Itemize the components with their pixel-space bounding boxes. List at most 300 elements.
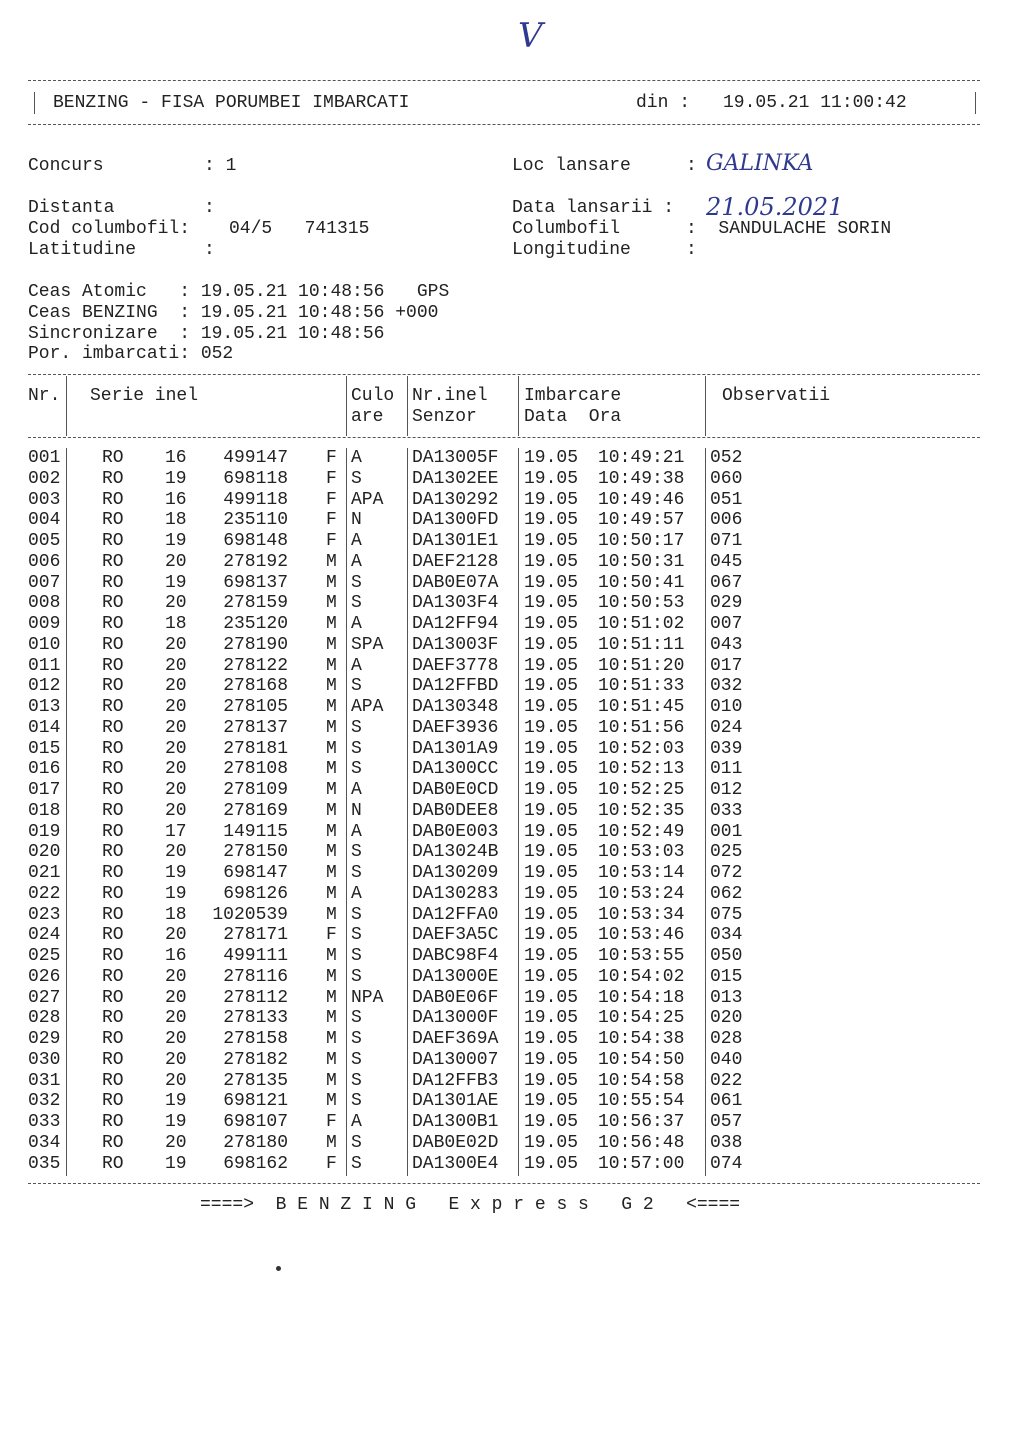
cell-sensor: DAB0E0CD	[412, 780, 499, 800]
cell-sensor: DAEF2128	[412, 551, 499, 572]
cell-observatii: 075	[710, 904, 743, 925]
table-row	[0, 1008, 1024, 1029]
cell-observatii: 071	[710, 531, 743, 551]
cell-observatii: 013	[710, 987, 743, 1008]
cell-sex: M	[326, 593, 337, 614]
cell-country: RO	[102, 759, 124, 780]
col-sep-serie	[346, 376, 347, 436]
cell-date: 19.05	[524, 759, 579, 780]
cell-time: 10:56:37	[598, 1112, 685, 1132]
cell-country: RO	[102, 863, 124, 883]
cell-nr: 031	[28, 1070, 61, 1091]
table-row	[0, 759, 1024, 780]
cell-sensor: DA13000F	[412, 1008, 499, 1029]
cell-sensor: DAEF3A5C	[412, 925, 499, 946]
latitudine-value: :	[204, 240, 215, 260]
cell-sex: M	[326, 614, 337, 634]
cell-ring-number: 499147	[223, 448, 288, 468]
cell-sex: M	[326, 946, 337, 966]
cell-ring-number: 278122	[223, 655, 288, 676]
cell-time: 10:54:38	[598, 1029, 685, 1049]
cell-date: 19.05	[524, 1091, 579, 1112]
cell-color: S	[351, 572, 362, 593]
cell-observatii: 038	[710, 1132, 743, 1153]
cell-country: RO	[102, 510, 124, 531]
distanta-value: :	[204, 198, 215, 218]
cell-observatii: 040	[710, 1049, 743, 1070]
cell-ring-number: 149115	[223, 821, 288, 842]
cell-ring-number: 278135	[223, 1070, 288, 1091]
cell-date: 19.05	[524, 842, 579, 863]
cell-sex: F	[326, 925, 337, 946]
cell-country: RO	[102, 925, 124, 946]
cell-ring-number: 278116	[223, 966, 288, 987]
longitudine-label: Longitudine	[512, 240, 631, 260]
cell-sensor: DA130209	[412, 863, 499, 883]
cell-color: A	[351, 655, 362, 676]
cell-country: RO	[102, 821, 124, 842]
col-header-data-ora: Data Ora	[524, 407, 622, 427]
cell-sex: M	[326, 697, 337, 717]
cell-date: 19.05	[524, 614, 579, 634]
cell-time: 10:56:48	[598, 1132, 685, 1153]
cell-date: 19.05	[524, 551, 579, 572]
cell-date: 19.05	[524, 1008, 579, 1029]
cell-color: A	[351, 551, 362, 572]
cell-observatii: 052	[710, 448, 743, 468]
cell-ring-number: 278133	[223, 1008, 288, 1029]
cell-country: RO	[102, 551, 124, 572]
cell-date: 19.05	[524, 987, 579, 1008]
cell-observatii: 074	[710, 1153, 743, 1174]
cell-year: 18	[165, 510, 187, 531]
cell-nr: 016	[28, 759, 61, 780]
cell-nr: 008	[28, 593, 61, 614]
cell-date: 19.05	[524, 1153, 579, 1174]
cell-sensor: DA1300B1	[412, 1112, 499, 1132]
cell-nr: 017	[28, 780, 61, 800]
table-row	[0, 552, 1024, 573]
cell-time: 10:52:49	[598, 821, 685, 842]
din-value: 19.05.21 11:00:42	[723, 93, 907, 113]
cell-time: 10:53:24	[598, 883, 685, 904]
table-row	[0, 739, 1024, 760]
cell-time: 10:54:50	[598, 1049, 685, 1070]
header-box-bottom-border	[28, 124, 980, 125]
cell-nr: 034	[28, 1132, 61, 1153]
cell-sex: M	[326, 1029, 337, 1049]
cell-sex: M	[326, 821, 337, 842]
cell-sensor: DAEF3778	[412, 655, 499, 676]
cell-year: 20	[165, 1008, 187, 1029]
cell-date: 19.05	[524, 1049, 579, 1070]
cell-color: A	[351, 1112, 362, 1132]
cell-sensor: DA13003F	[412, 634, 499, 655]
cell-nr: 022	[28, 883, 61, 904]
table-row	[0, 656, 1024, 677]
cell-ring-number: 278108	[223, 759, 288, 780]
cell-sensor: DA13005F	[412, 448, 499, 468]
cell-color: S	[351, 1091, 362, 1112]
table-row	[0, 905, 1024, 926]
cell-color: S	[351, 863, 362, 883]
cell-sensor: DA130348	[412, 697, 499, 717]
cell-ring-number: 278159	[223, 593, 288, 614]
table-bottom-border	[28, 1183, 980, 1184]
cell-time: 10:49:46	[598, 489, 685, 510]
cell-color: N	[351, 800, 362, 821]
cell-year: 16	[165, 946, 187, 966]
cell-ring-number: 698137	[223, 572, 288, 593]
cell-sex: M	[326, 1049, 337, 1070]
cell-sex: M	[326, 904, 337, 925]
cell-ring-number: 278169	[223, 800, 288, 821]
cell-time: 10:52:35	[598, 800, 685, 821]
cell-nr: 029	[28, 1029, 61, 1049]
cell-observatii: 028	[710, 1029, 743, 1049]
cell-nr: 013	[28, 697, 61, 717]
cell-time: 10:51:33	[598, 676, 685, 697]
cell-nr: 006	[28, 551, 61, 572]
table-row	[0, 1154, 1024, 1175]
cell-nr: 003	[28, 489, 61, 510]
cell-observatii: 057	[710, 1112, 743, 1132]
cell-sensor: DA1301A9	[412, 738, 499, 759]
cell-time: 10:50:17	[598, 531, 685, 551]
cell-sex: M	[326, 800, 337, 821]
cell-sensor: DA1300CC	[412, 759, 499, 780]
table-row	[0, 1112, 1024, 1133]
cell-sensor: DA130292	[412, 489, 499, 510]
cell-date: 19.05	[524, 904, 579, 925]
cell-observatii: 022	[710, 1070, 743, 1091]
cell-sex: F	[326, 489, 337, 510]
print-speck	[276, 1266, 281, 1271]
table-row	[0, 1133, 1024, 1154]
cell-sex: F	[326, 1112, 337, 1132]
cell-color: S	[351, 717, 362, 738]
table-row	[0, 1071, 1024, 1092]
cell-nr: 020	[28, 842, 61, 863]
cell-sex: F	[326, 1153, 337, 1174]
cell-country: RO	[102, 1112, 124, 1132]
cell-country: RO	[102, 614, 124, 634]
cell-sensor: DA1300FD	[412, 510, 499, 531]
cell-observatii: 067	[710, 572, 743, 593]
cell-sensor: DA1300E4	[412, 1153, 499, 1174]
cell-country: RO	[102, 697, 124, 717]
cell-time: 10:53:55	[598, 946, 685, 966]
cell-ring-number: 278150	[223, 842, 288, 863]
table-row	[0, 718, 1024, 739]
cell-ring-number: 698118	[223, 468, 288, 489]
cell-sex: F	[326, 468, 337, 489]
loc-lansare-colon: :	[686, 156, 697, 176]
cell-observatii: 001	[710, 821, 743, 842]
cell-year: 19	[165, 572, 187, 593]
cell-nr: 019	[28, 821, 61, 842]
cell-nr: 005	[28, 531, 61, 551]
cod-columbofil-value: 04/5 741315	[229, 219, 370, 239]
cell-nr: 035	[28, 1153, 61, 1174]
cell-sensor: DA12FFB3	[412, 1070, 499, 1091]
cell-nr: 002	[28, 468, 61, 489]
cell-nr: 011	[28, 655, 61, 676]
cell-year: 20	[165, 717, 187, 738]
header-box-left-border	[34, 92, 35, 114]
cell-date: 19.05	[524, 697, 579, 717]
cell-nr: 004	[28, 510, 61, 531]
table-row	[0, 884, 1024, 905]
cell-observatii: 033	[710, 800, 743, 821]
cell-time: 10:54:18	[598, 987, 685, 1008]
cell-color: S	[351, 946, 362, 966]
table-row	[0, 593, 1024, 614]
cell-sex: M	[326, 655, 337, 676]
cell-observatii: 006	[710, 510, 743, 531]
cell-time: 10:49:57	[598, 510, 685, 531]
cell-sensor: DAB0E07A	[412, 572, 499, 593]
cell-observatii: 050	[710, 946, 743, 966]
cell-year: 19	[165, 1091, 187, 1112]
table-row	[0, 510, 1024, 531]
cell-sensor: DA12FF94	[412, 614, 499, 634]
cell-date: 19.05	[524, 1112, 579, 1132]
cell-year: 20	[165, 966, 187, 987]
cell-year: 19	[165, 863, 187, 883]
cell-country: RO	[102, 904, 124, 925]
cell-date: 19.05	[524, 946, 579, 966]
cell-year: 19	[165, 468, 187, 489]
cell-time: 10:54:25	[598, 1008, 685, 1029]
table-row	[0, 573, 1024, 594]
cell-observatii: 051	[710, 489, 743, 510]
table-row	[0, 1029, 1024, 1050]
cell-ring-number: 278137	[223, 717, 288, 738]
table-row	[0, 697, 1024, 718]
cell-sex: M	[326, 1091, 337, 1112]
cell-country: RO	[102, 655, 124, 676]
cell-sex: M	[326, 966, 337, 987]
cell-color: NPA	[351, 987, 384, 1008]
cell-time: 10:51:02	[598, 614, 685, 634]
cell-sex: M	[326, 1008, 337, 1029]
cell-year: 20	[165, 1049, 187, 1070]
table-row	[0, 925, 1024, 946]
cell-ring-number: 698148	[223, 531, 288, 551]
concurs-value: : 1	[204, 156, 237, 176]
cell-sex: M	[326, 572, 337, 593]
cell-ring-number: 698162	[223, 1153, 288, 1174]
cell-sensor: DA1302EE	[412, 468, 499, 489]
cell-color: S	[351, 676, 362, 697]
cell-nr: 021	[28, 863, 61, 883]
cell-color: APA	[351, 697, 384, 717]
cell-observatii: 025	[710, 842, 743, 863]
cell-sex: M	[326, 676, 337, 697]
cell-date: 19.05	[524, 572, 579, 593]
cell-date: 19.05	[524, 883, 579, 904]
cell-date: 19.05	[524, 738, 579, 759]
cell-sex: F	[326, 448, 337, 468]
cell-sex: M	[326, 551, 337, 572]
footer-banner: ====> B E N Z I N G E x p r e s s G 2 <====	[200, 1195, 741, 1215]
cell-nr: 025	[28, 946, 61, 966]
cell-sensor: DABC98F4	[412, 946, 499, 966]
cell-time: 10:52:25	[598, 780, 685, 800]
cell-country: RO	[102, 883, 124, 904]
cell-observatii: 062	[710, 883, 743, 904]
cell-nr: 007	[28, 572, 61, 593]
cell-observatii: 011	[710, 759, 743, 780]
cell-country: RO	[102, 1029, 124, 1049]
cell-year: 20	[165, 551, 187, 572]
cell-nr: 028	[28, 1008, 61, 1029]
cell-observatii: 045	[710, 551, 743, 572]
col-header-culo: Culo	[351, 386, 395, 406]
cell-nr: 023	[28, 904, 61, 925]
cell-nr: 033	[28, 1112, 61, 1132]
cell-country: RO	[102, 717, 124, 738]
cell-year: 20	[165, 759, 187, 780]
cell-observatii: 034	[710, 925, 743, 946]
cell-year: 20	[165, 697, 187, 717]
cell-sex: M	[326, 1070, 337, 1091]
cell-time: 10:51:56	[598, 717, 685, 738]
cell-date: 19.05	[524, 655, 579, 676]
header-box-top-border	[28, 80, 980, 81]
cell-year: 16	[165, 448, 187, 468]
cell-nr: 014	[28, 717, 61, 738]
cell-time: 10:49:38	[598, 468, 685, 489]
table-row	[0, 490, 1024, 511]
cell-time: 10:50:53	[598, 593, 685, 614]
cell-country: RO	[102, 987, 124, 1008]
cell-nr: 026	[28, 966, 61, 987]
cell-observatii: 029	[710, 593, 743, 614]
cell-time: 10:51:11	[598, 634, 685, 655]
col-sep-nr	[66, 376, 67, 436]
cell-sex: M	[326, 1132, 337, 1153]
cell-sensor: DA130283	[412, 883, 499, 904]
cell-observatii: 015	[710, 966, 743, 987]
cell-ring-number: 698147	[223, 863, 288, 883]
cell-observatii: 012	[710, 780, 743, 800]
cell-country: RO	[102, 842, 124, 863]
cell-date: 19.05	[524, 1029, 579, 1049]
table-row	[0, 448, 1024, 469]
cell-year: 18	[165, 614, 187, 634]
cell-year: 20	[165, 593, 187, 614]
cell-ring-number: 278181	[223, 738, 288, 759]
cell-color: S	[351, 904, 362, 925]
table-row	[0, 780, 1024, 801]
cell-color: A	[351, 448, 362, 468]
cell-observatii: 007	[710, 614, 743, 634]
col-header-imbarcare: Imbarcare	[524, 386, 622, 406]
cell-country: RO	[102, 738, 124, 759]
cell-ring-number: 278192	[223, 551, 288, 572]
table-row	[0, 946, 1024, 967]
cell-date: 19.05	[524, 634, 579, 655]
cell-sensor: DA1303F4	[412, 593, 499, 614]
cell-color: S	[351, 1049, 362, 1070]
cell-year: 20	[165, 800, 187, 821]
columbofil-label: Columbofil	[512, 219, 621, 239]
cell-date: 19.05	[524, 966, 579, 987]
cell-date: 19.05	[524, 717, 579, 738]
cell-ring-number: 698107	[223, 1112, 288, 1132]
cell-color: S	[351, 1008, 362, 1029]
cell-year: 20	[165, 655, 187, 676]
cell-observatii: 043	[710, 634, 743, 655]
header-box-right-border	[975, 92, 976, 114]
table-row	[0, 614, 1024, 635]
cell-nr: 030	[28, 1049, 61, 1070]
cell-ring-number: 278171	[223, 925, 288, 946]
cell-sex: M	[326, 883, 337, 904]
loc-lansare-value: GALINKA	[706, 151, 814, 176]
por-imbarcati: Por. imbarcati: 052	[28, 344, 234, 364]
cell-year: 19	[165, 531, 187, 551]
table-row	[0, 822, 1024, 843]
cell-date: 19.05	[524, 800, 579, 821]
din-label: din :	[636, 93, 691, 113]
cell-year: 20	[165, 1070, 187, 1091]
cell-sensor: DA13000E	[412, 966, 499, 987]
cell-sex: M	[326, 987, 337, 1008]
cell-nr: 010	[28, 634, 61, 655]
cell-color: S	[351, 1070, 362, 1091]
cell-sex: M	[326, 842, 337, 863]
cell-time: 10:52:03	[598, 738, 685, 759]
table-row	[0, 988, 1024, 1009]
cell-ring-number: 278180	[223, 1132, 288, 1153]
cell-observatii: 024	[710, 717, 743, 738]
cell-nr: 024	[28, 925, 61, 946]
cell-color: S	[351, 593, 362, 614]
latitudine-label: Latitudine	[28, 240, 137, 260]
cell-color: A	[351, 821, 362, 842]
cell-ring-number: 235120	[223, 614, 288, 634]
col-sep-culo	[407, 376, 408, 436]
cell-sex: M	[326, 634, 337, 655]
cell-year: 17	[165, 821, 187, 842]
table-row	[0, 635, 1024, 656]
cell-sensor: DA13024B	[412, 842, 499, 863]
cell-time: 10:55:54	[598, 1091, 685, 1112]
cell-nr: 012	[28, 676, 61, 697]
concurs-label: Concurs	[28, 156, 104, 176]
cell-color: S	[351, 1029, 362, 1049]
cell-color: A	[351, 780, 362, 800]
cell-observatii: 072	[710, 863, 743, 883]
cell-date: 19.05	[524, 925, 579, 946]
cell-observatii: 032	[710, 676, 743, 697]
cell-time: 10:53:14	[598, 863, 685, 883]
cell-year: 20	[165, 925, 187, 946]
cell-date: 19.05	[524, 593, 579, 614]
cell-country: RO	[102, 676, 124, 697]
cell-color: S	[351, 468, 362, 489]
cell-ring-number: 278109	[223, 780, 288, 800]
cell-year: 20	[165, 676, 187, 697]
cell-country: RO	[102, 572, 124, 593]
cell-ring-number: 278112	[223, 987, 288, 1008]
col-header-serie: Serie inel	[90, 386, 199, 406]
cell-sensor: DAB0DEE8	[412, 800, 499, 821]
cell-date: 19.05	[524, 780, 579, 800]
